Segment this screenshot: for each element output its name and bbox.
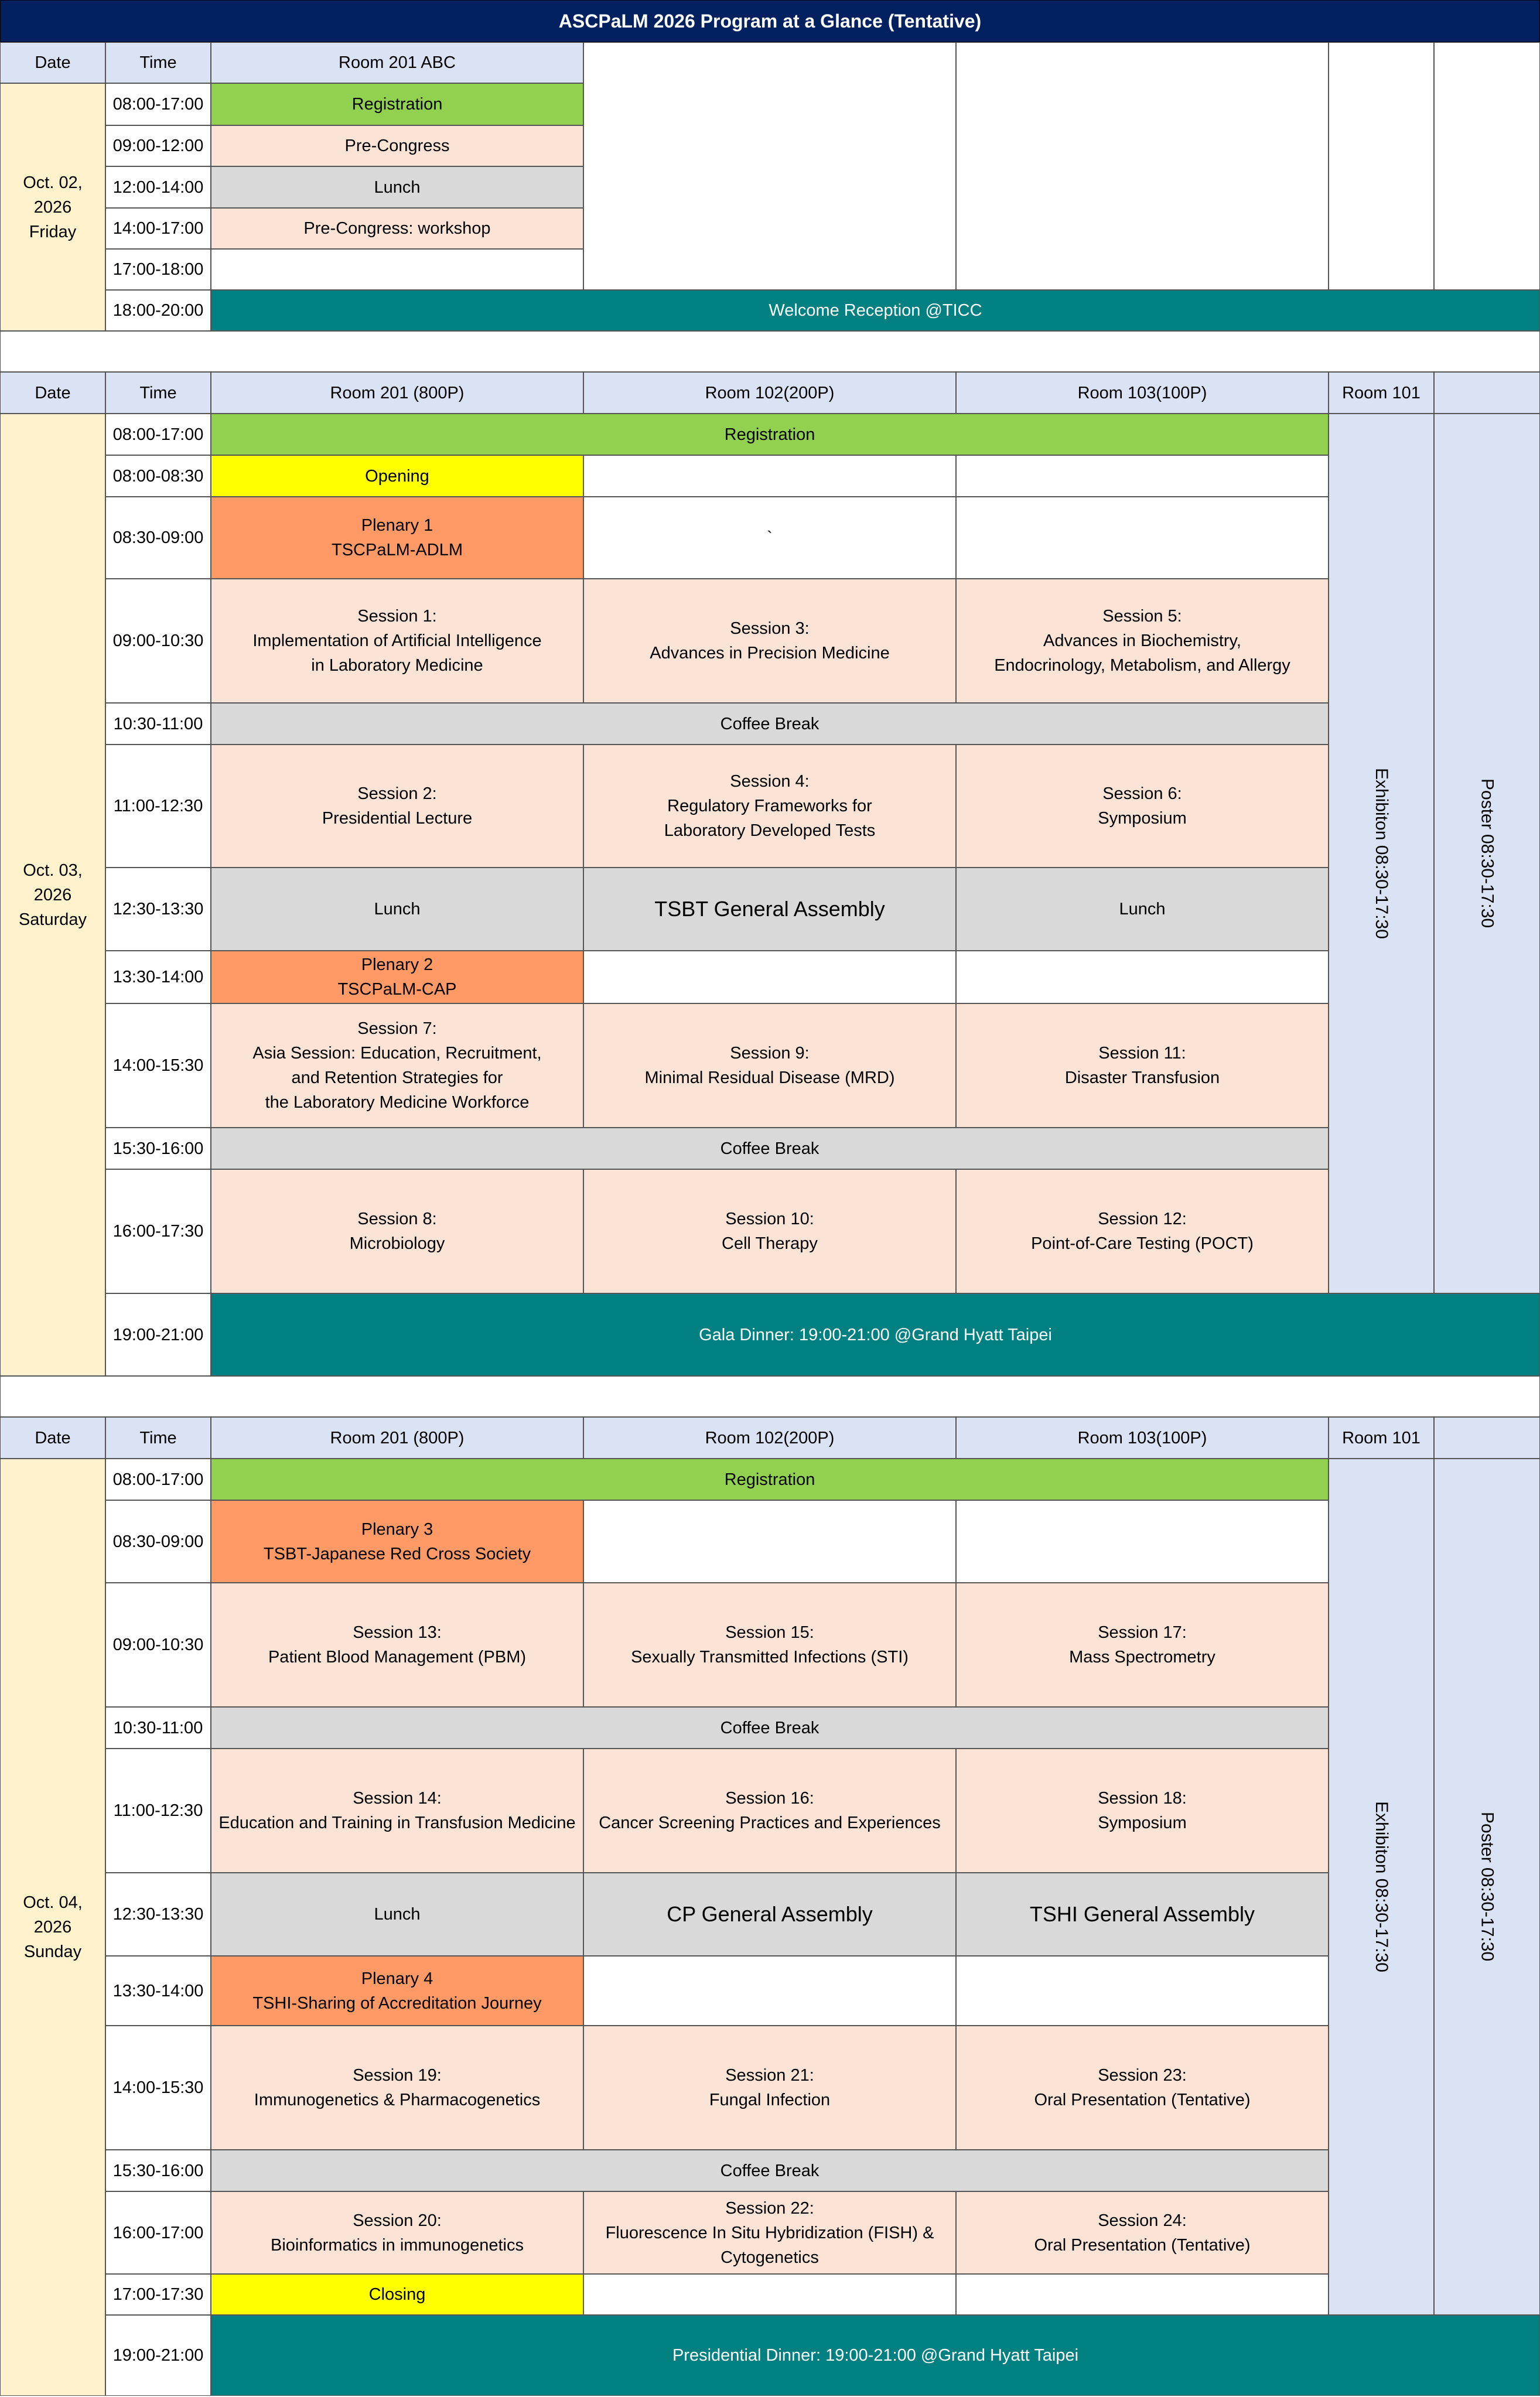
header-date: Date xyxy=(0,1417,105,1459)
room-103-event: TSHI General Assembly xyxy=(956,1873,1329,1956)
header-poster xyxy=(1434,372,1540,414)
room-201-event: Plenary 4 TSHI-Sharing of Accreditation Journey xyxy=(211,1956,583,2026)
header-room-102: Room 102(200P) xyxy=(583,1417,956,1459)
empty-cell xyxy=(211,249,583,290)
room-102-event: Session 16: Cancer Screening Practices and Experiences xyxy=(583,1749,956,1873)
empty-cell xyxy=(956,2274,1329,2315)
time-slot: 14:00-15:30 xyxy=(105,2026,211,2150)
room-102-event: Session 10: Cell Therapy xyxy=(583,1169,956,1293)
day-date: Oct. 04, 2026 Sunday xyxy=(0,1459,105,2396)
room-103-event: Session 23: Oral Presentation (Tentative) xyxy=(956,2026,1329,2150)
room-102-event: TSBT General Assembly xyxy=(583,868,956,951)
room-201-event: Lunch xyxy=(211,1873,583,1956)
room-103-event: Session 24: Oral Presentation (Tentative) xyxy=(956,2191,1329,2274)
empty-cell xyxy=(956,42,1329,290)
room-102-event: Session 9: Minimal Residual Disease (MRD) xyxy=(583,1003,956,1128)
time-slot: 08:30-09:00 xyxy=(105,497,211,579)
room-102-event: Session 15: Sexually Transmitted Infections (STI) xyxy=(583,1583,956,1707)
header-room-102: Room 102(200P) xyxy=(583,372,956,414)
time-slot: 15:30-16:00 xyxy=(105,1128,211,1169)
header-room-201: Room 201 (800P) xyxy=(211,372,583,414)
empty-cell xyxy=(583,455,956,497)
room-201-event: Opening xyxy=(211,455,583,497)
header-room-101: Room 101 xyxy=(1329,1417,1434,1459)
program-title: ASCPaLM 2026 Program at a Glance (Tentative) xyxy=(0,0,1540,42)
time-slot: 09:00-12:00 xyxy=(105,125,211,166)
empty-cell xyxy=(583,1956,956,2026)
empty-cell xyxy=(1329,42,1434,290)
room-201-event: Registration xyxy=(211,83,583,125)
time-slot: 08:00-08:30 xyxy=(105,455,211,497)
room-201-event: Session 7: Asia Session: Education, Recruitment, and Retention Strategies for the Laboratory Medicine Workforce xyxy=(211,1003,583,1128)
exhibition-column xyxy=(1329,1459,1434,2315)
time-slot: 08:00-17:00 xyxy=(105,83,211,125)
time-slot: 12:30-13:30 xyxy=(105,1873,211,1956)
time-slot: 08:30-09:00 xyxy=(105,1500,211,1583)
header-poster xyxy=(1434,1417,1540,1459)
room-201-event: Lunch xyxy=(211,166,583,208)
room-103-event: Session 11: Disaster Transfusion xyxy=(956,1003,1329,1128)
empty-cell xyxy=(956,455,1329,497)
social-event: Presidential Dinner: 19:00-21:00 @Grand Hyatt Taipei xyxy=(211,2315,1540,2396)
room-201-event: Pre-Congress: workshop xyxy=(211,208,583,249)
time-slot: 19:00-21:00 xyxy=(105,1293,211,1376)
room-201-event: Session 2: Presidential Lecture xyxy=(211,745,583,868)
exhibition-label: Exhibiton 08:30-17:30 xyxy=(1372,768,1391,939)
room-102-event: CP General Assembly xyxy=(583,1873,956,1956)
room-201-event: Session 8: Microbiology xyxy=(211,1169,583,1293)
header-room-103: Room 103(100P) xyxy=(956,372,1329,414)
empty-cell xyxy=(956,497,1329,579)
empty-cell xyxy=(956,1956,1329,2026)
empty-cell xyxy=(583,951,956,1003)
room-102-event: ` xyxy=(583,497,956,579)
coffee-break: Coffee Break xyxy=(211,703,1329,745)
header-room-101: Room 101 xyxy=(1329,372,1434,414)
spacer-row xyxy=(0,1376,1540,1417)
room-102-event: Session 3: Advances in Precision Medicine xyxy=(583,579,956,703)
poster-column xyxy=(1434,1459,1540,2315)
header-room-201: Room 201 (800P) xyxy=(211,1417,583,1459)
poster-column xyxy=(1434,414,1540,1293)
social-event: Gala Dinner: 19:00-21:00 @Grand Hyatt Taipei xyxy=(211,1293,1540,1376)
time-slot: 16:00-17:00 xyxy=(105,2191,211,2274)
header-time: Time xyxy=(105,42,211,83)
header-room-201: Room 201 ABC xyxy=(211,42,583,83)
room-103-event: Session 6: Symposium xyxy=(956,745,1329,868)
time-slot: 09:00-10:30 xyxy=(105,1583,211,1707)
registration-bar: Registration xyxy=(211,1459,1329,1500)
time-slot: 15:30-16:00 xyxy=(105,2150,211,2191)
time-slot: 11:00-12:30 xyxy=(105,1749,211,1873)
time-slot: 13:30-14:00 xyxy=(105,951,211,1003)
time-slot: 17:00-17:30 xyxy=(105,2274,211,2315)
header-room-103: Room 103(100P) xyxy=(956,1417,1329,1459)
room-102-event: Session 22: Fluorescence In Situ Hybridization (FISH) & Cytogenetics xyxy=(583,2191,956,2274)
coffee-break: Coffee Break xyxy=(211,1707,1329,1749)
empty-cell xyxy=(583,1500,956,1583)
room-201-event: Session 14: Education and Training in Transfusion Medicine xyxy=(211,1749,583,1873)
time-slot: 19:00-21:00 xyxy=(105,2315,211,2396)
time-slot: 08:00-17:00 xyxy=(105,414,211,455)
room-102-event: Session 4: Regulatory Frameworks for Laboratory Developed Tests xyxy=(583,745,956,868)
room-103-event: Session 18: Symposium xyxy=(956,1749,1329,1873)
time-slot: 17:00-18:00 xyxy=(105,249,211,290)
poster-label: Poster 08:30-17:30 xyxy=(1477,1812,1497,1962)
room-201-event: Plenary 2 TSCPaLM-CAP xyxy=(211,951,583,1003)
header-time: Time xyxy=(105,1417,211,1459)
exhibition-label: Exhibiton 08:30-17:30 xyxy=(1372,1801,1391,1972)
room-102-event: Session 21: Fungal Infection xyxy=(583,2026,956,2150)
time-slot: 09:00-10:30 xyxy=(105,579,211,703)
poster-label: Poster 08:30-17:30 xyxy=(1477,778,1497,928)
registration-bar: Registration xyxy=(211,414,1329,455)
time-slot: 11:00-12:30 xyxy=(105,745,211,868)
exhibition-column xyxy=(1329,414,1434,1293)
coffee-break: Coffee Break xyxy=(211,1128,1329,1169)
time-slot: 10:30-11:00 xyxy=(105,1707,211,1749)
empty-cell xyxy=(583,2274,956,2315)
room-201-event: Plenary 1 TSCPaLM-ADLM xyxy=(211,497,583,579)
social-event: Welcome Reception @TICC xyxy=(211,290,1540,331)
time-slot: 08:00-17:00 xyxy=(105,1459,211,1500)
empty-cell xyxy=(956,1500,1329,1583)
header-time: Time xyxy=(105,372,211,414)
room-201-event: Lunch xyxy=(211,868,583,951)
spacer-row xyxy=(0,331,1540,372)
room-201-event: Session 20: Bioinformatics in immunogenetics xyxy=(211,2191,583,2274)
room-201-event: Plenary 3 TSBT-Japanese Red Cross Society xyxy=(211,1500,583,1583)
empty-cell xyxy=(583,42,956,290)
room-201-event: Closing xyxy=(211,2274,583,2315)
empty-cell xyxy=(956,951,1329,1003)
day-date: Oct. 02, 2026 Friday xyxy=(0,83,105,331)
time-slot: 13:30-14:00 xyxy=(105,1956,211,2026)
time-slot: 16:00-17:30 xyxy=(105,1169,211,1293)
room-103-event: Lunch xyxy=(956,868,1329,951)
empty-cell xyxy=(1434,42,1540,290)
header-date: Date xyxy=(0,42,105,83)
room-103-event: Session 17: Mass Spectrometry xyxy=(956,1583,1329,1707)
day-date: Oct. 03, 2026 Saturday xyxy=(0,414,105,1376)
header-date: Date xyxy=(0,372,105,414)
time-slot: 10:30-11:00 xyxy=(105,703,211,745)
room-201-event: Pre-Congress xyxy=(211,125,583,166)
time-slot: 14:00-17:00 xyxy=(105,208,211,249)
time-slot: 18:00-20:00 xyxy=(105,290,211,331)
room-103-event: Session 5: Advances in Biochemistry, Endocrinology, Metabolism, and Allergy xyxy=(956,579,1329,703)
coffee-break: Coffee Break xyxy=(211,2150,1329,2191)
time-slot: 12:00-14:00 xyxy=(105,166,211,208)
room-201-event: Session 13: Patient Blood Management (PBM) xyxy=(211,1583,583,1707)
room-103-event: Session 12: Point-of-Care Testing (POCT) xyxy=(956,1169,1329,1293)
time-slot: 12:30-13:30 xyxy=(105,868,211,951)
time-slot: 14:00-15:30 xyxy=(105,1003,211,1128)
room-201-event: Session 19: Immunogenetics & Pharmacogenetics xyxy=(211,2026,583,2150)
room-201-event: Session 1: Implementation of Artificial Intelligence in Laboratory Medicine xyxy=(211,579,583,703)
